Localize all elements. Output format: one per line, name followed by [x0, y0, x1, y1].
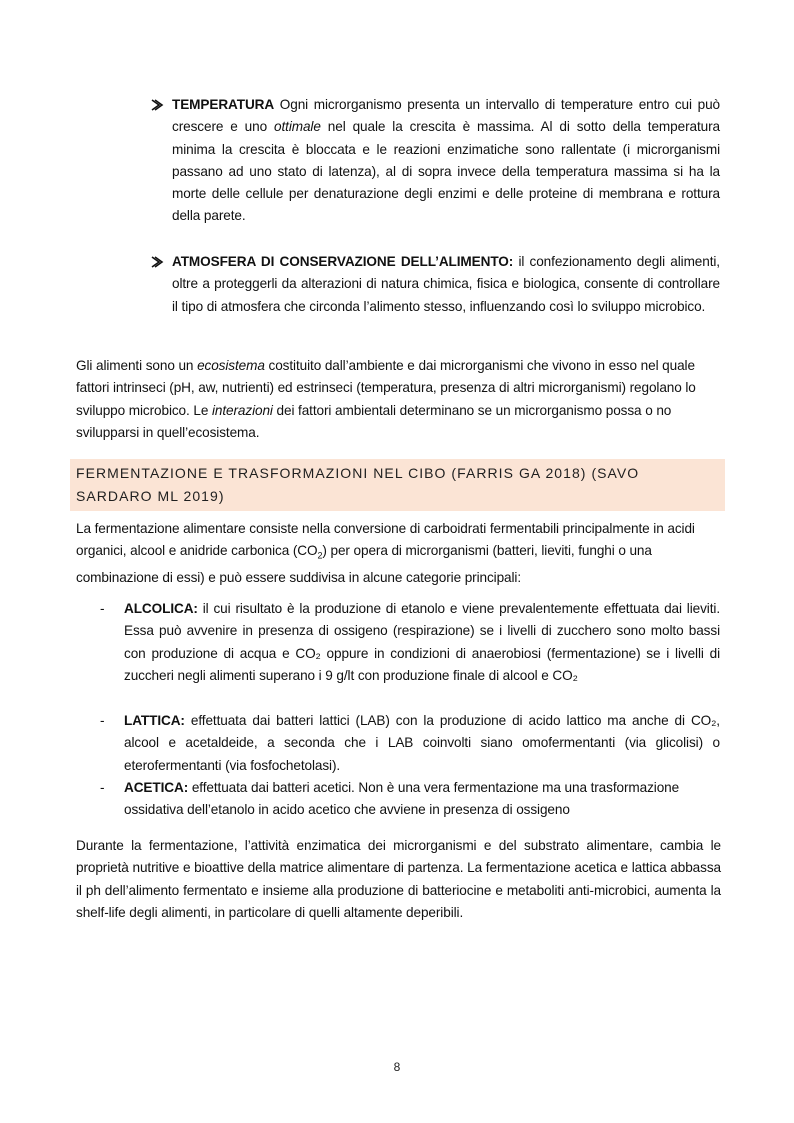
category-term: ALCOLICA:	[124, 601, 198, 616]
paragraph-text: ) per opera di microrganismi (batteri, lieviti, funghi o una combinazione di essi) e può essere suddivisa in alcune categorie principali:	[76, 543, 652, 586]
paragraph-text: Gli alimenti sono un	[76, 358, 198, 373]
bullet-text-continued: nel quale la crescita è massima. Al di sotto della temperatura minima la crescita è bloccata e le reazioni enzimatiche sono rallentate (i microrganismi passano ad uno stato di latenza), al di sopra invece della temperatura massima si ha la morte delle cellule per denaturazione degli enzimi e delle proteine di membrana e rottura della parete.	[172, 119, 720, 224]
dash-bullet: -	[100, 780, 105, 795]
category-term: ACETICA:	[124, 780, 189, 795]
page-number: 8	[393, 1060, 401, 1074]
category-alcolica	[100, 598, 720, 687]
category-text: effettuata dai batteri acetici. Non è una vera fermentazione ma una trasformazione ossidativa dell’etanolo in acido acetico che avviene in presenza di ossigeno	[124, 780, 680, 818]
category-lattica	[100, 710, 720, 777]
paragraph-emphasis: interazioni	[211, 402, 273, 418]
paragraph-text: costituito dall’ambiente e dai microrganismi che vivono in esso nel quale fattori intrinseci (pH, aw, nutrienti) ed estrinseci (temperatura, presenza di altri microrganismi) regolano lo sviluppo microbico. Le	[76, 358, 696, 418]
category-text: il cui risultato è la produzione di etanolo e viene prevalentemente effettuata dai lieviti. Essa può avvenire in presenza di ossigeno (respirazione) se i livelli di zucchero sono molto bassi con produzione di acqua e CO₂ oppure in condizioni di anaerobiosi (fermentazione) se i livelli di zuccheri negli alimenti superano i 9 g/lt con produzione finale di alcool e CO₂	[124, 601, 720, 683]
category-text: effettuata dai batteri lattici (LAB) con la produzione di acido lattico ma anche di CO₂, alcool e acetaldeide, a seconda che i LAB coinvolti siano omofermentanti (via glicolisi) o eterofermentanti (via fosfochetolasi).	[124, 713, 720, 773]
bullet-text: il confezionamento degli alimenti, oltre a proteggerli da alterazioni di natura chimica, fisica e biologica, consente di controllare il tipo di atmosfera che circonda l’alimento stesso, influenzando così lo sviluppo microbico.	[172, 254, 720, 314]
section-heading: FERMENTAZIONE E TRASFORMAZIONI NEL CIBO (FARRIS GA 2018) (SAVO SARDARO ML 2019)	[76, 465, 640, 504]
subscript: 2	[317, 551, 323, 562]
ecosystem-paragraph	[76, 355, 721, 444]
dash-bullet: -	[100, 601, 105, 616]
category-term: LATTICA:	[124, 713, 185, 728]
paragraph-text: La fermentazione alimentare consiste nella conversione di carboidrati fermentabili principalmente in acidi organici, alcool e anidride carbonica (CO	[76, 521, 695, 559]
bullet-text: Ogni microrganismo presenta un intervallo di temperature entro cui può crescere e uno	[172, 97, 720, 135]
dash-bullet: -	[100, 713, 105, 728]
arrow-bullet-icon	[150, 251, 164, 273]
bullet-term: ATMOSFERA DI CONSERVAZIONE DELL’ALIMENTO:	[172, 254, 514, 269]
paragraph-text: dei fattori ambientali determinano se un microrganismo possa o no svilupparsi in quell’ecosistema.	[76, 402, 672, 440]
bullet-temperatura	[150, 94, 720, 228]
closing-paragraph: Durante la fermentazione, l’attività enzimatica dei microrganismi e del substrato alimentare, cambia le proprietà nutritive e bioattive della matrice alimentare di partenza. La fermentazione acetica e lattica abbassa il ph dell’alimento fermentato e insieme alla produzione di batteriocine e metaboliti anti-microbici, aumenta la shelf-life degli alimenti, in particolare di quelli altamente deperibili.	[76, 838, 721, 920]
bullet-term: TEMPERATURA	[172, 97, 275, 112]
category-acetica	[100, 777, 720, 822]
fermentation-intro-paragraph	[76, 518, 721, 590]
arrow-bullet-icon	[150, 94, 164, 116]
bullet-atmosfera	[150, 251, 720, 318]
paragraph-emphasis: ecosistema	[197, 358, 265, 373]
bullet-emphasis: ottimale	[274, 119, 321, 135]
